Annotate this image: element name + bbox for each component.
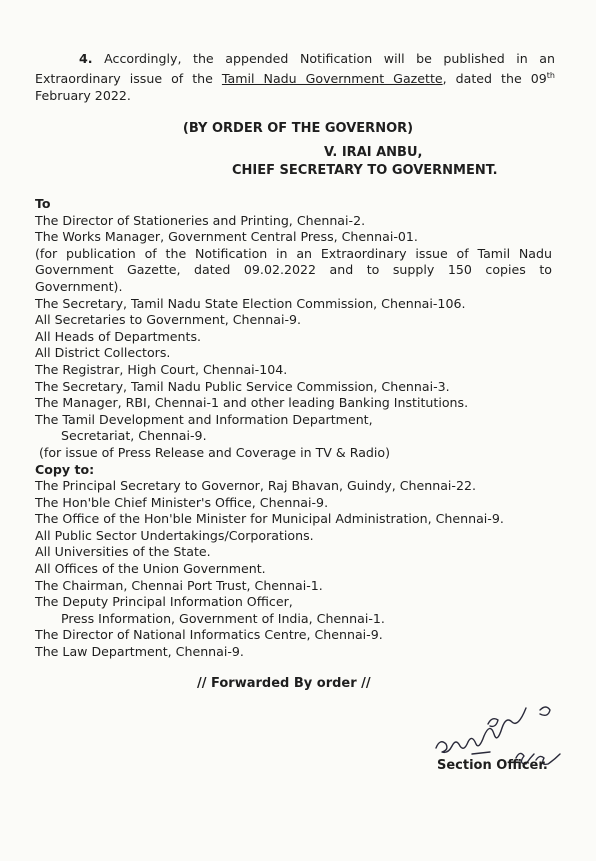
to-item: All Secretaries to Government, Chennai-9. xyxy=(35,312,302,328)
to-heading: To xyxy=(35,196,51,211)
paragraph-day: 09 xyxy=(530,71,547,87)
copy-to-item: Press Information, Government of India, Chennai-1. xyxy=(61,610,385,626)
to-item: The Director of Stationeries and Printing, Chennai-2. xyxy=(35,212,366,228)
copy-to-item: The Deputy Principal Information Officer, xyxy=(35,594,293,610)
copy-to-item: The Office of the Hon'ble Minister for Municipal Administration, Chennai-9. xyxy=(35,511,504,527)
paragraph-number: 4. xyxy=(79,51,93,66)
copy-to-item: The Hon'ble Chief Minister's Office, Chennai-9. xyxy=(35,494,329,510)
section-officer: Section Officer. xyxy=(437,758,548,773)
to-item: (for issue of Press Release and Coverage in TV & Radio) xyxy=(39,444,391,460)
copy-to-item: The Principal Secretary to Governor, Raj Bhavan, Guindy, Chennai-22. xyxy=(35,478,476,494)
to-item: All District Collectors. xyxy=(35,345,171,361)
paragraph-text-after: , dated the xyxy=(442,71,522,87)
signatory-name: V. IRAI ANBU, xyxy=(324,145,423,160)
to-item: The Manager, RBI, Chennai-1 and other leading Banking Institutions. xyxy=(35,395,469,411)
to-item: The Secretary, Tamil Nadu Public Service Commission, Chennai-3. xyxy=(35,378,450,394)
to-item: The Tamil Development and Information Department, xyxy=(35,411,373,427)
order-line: (BY ORDER OF THE GOVERNOR) xyxy=(182,121,414,136)
paragraph-month-year: February 2022. xyxy=(35,88,131,104)
paragraph-4 xyxy=(35,50,555,104)
to-item: The Registrar, High Court, Chennai-104. xyxy=(35,361,288,377)
paragraph-text: Accordingly, the appended Notification will be published in an Extraordinary issue of the xyxy=(35,51,555,87)
to-item: Secretariat, Chennai-9. xyxy=(61,428,207,444)
copy-to-item: All Universities of the State. xyxy=(35,544,211,560)
copy-to-item: The Law Department, Chennai-9. xyxy=(35,644,244,660)
gazette-name: Tamil Nadu Government Gazette xyxy=(221,71,443,87)
copy-to-item: All Offices of the Union Government. xyxy=(35,561,266,577)
distribution-list xyxy=(35,196,565,661)
to-item: (for publication of the Notification in an Extraordinary issue of Tamil Nadu Government Gazette, dated 09.02.2022 and to supply 150 copies to Government). xyxy=(35,245,552,294)
paragraph-day-suffix: th xyxy=(546,71,555,80)
to-item: The Works Manager, Government Central Press, Chennai-01. xyxy=(35,229,418,245)
copy-to-item: The Chairman, Chennai Port Trust, Chennai-1. xyxy=(35,577,323,593)
to-item: All Heads of Departments. xyxy=(35,328,202,344)
forwarded-by-order: // Forwarded By order // xyxy=(197,676,371,691)
copy-to-heading: Copy to: xyxy=(35,461,95,477)
to-item: The Secretary, Tamil Nadu State Election Commission, Chennai-106. xyxy=(35,295,466,311)
copy-to-item: The Director of National Informatics Centre, Chennai-9. xyxy=(35,627,383,643)
copy-to-item: All Public Sector Undertakings/Corporations. xyxy=(35,527,314,543)
signatory-title: CHIEF SECRETARY TO GOVERNMENT. xyxy=(232,163,498,178)
